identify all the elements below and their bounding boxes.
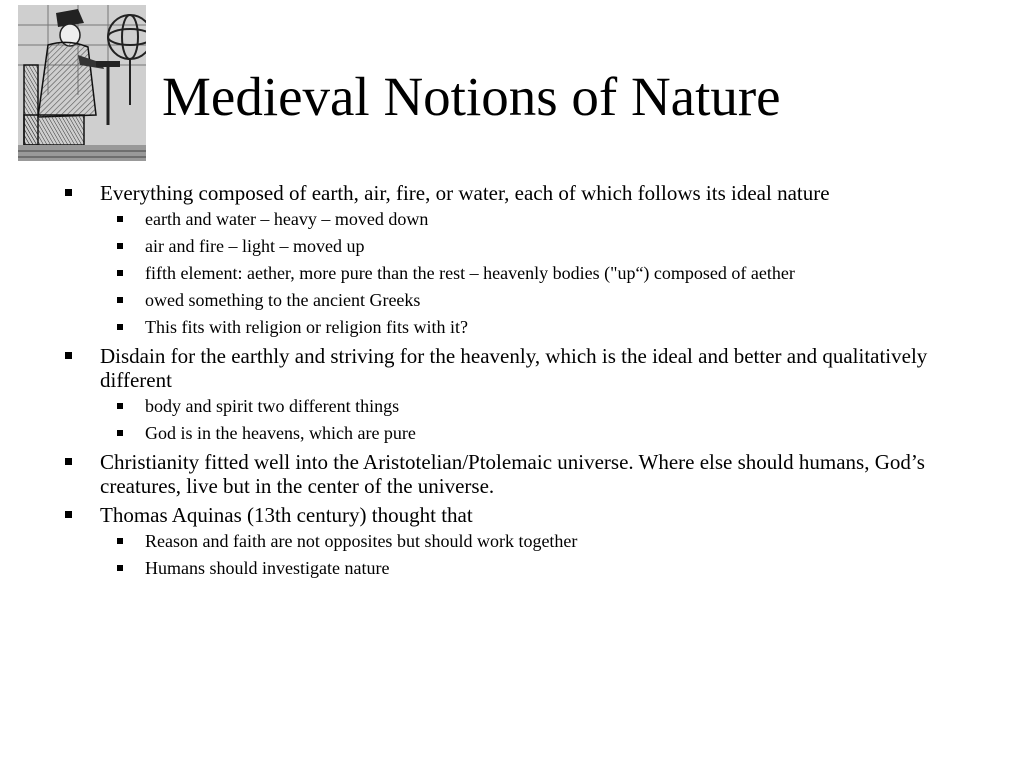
bullet-item [60, 181, 960, 338]
square-bullet-icon [117, 565, 123, 571]
sub-bullet-item [100, 423, 915, 444]
sub-bullet-list [100, 209, 960, 338]
square-bullet-icon [65, 511, 72, 518]
bullet-item [60, 450, 960, 498]
square-bullet-icon [65, 189, 72, 196]
sub-bullet-list [100, 531, 960, 579]
sub-bullet-item [100, 531, 915, 552]
sub-bullet-item [100, 396, 915, 417]
sub-bullet-item [100, 236, 915, 257]
square-bullet-icon [117, 324, 123, 330]
square-bullet-icon [117, 270, 123, 276]
slide-body [60, 181, 960, 585]
bullet-item [60, 503, 960, 579]
sub-bullet-list [100, 396, 960, 444]
bullet-list [60, 181, 960, 579]
sub-bullet-item [100, 558, 915, 579]
square-bullet-icon [117, 297, 123, 303]
square-bullet-icon [117, 216, 123, 222]
sub-bullet-text: Reason and faith are not opposites but should work together [145, 531, 578, 551]
square-bullet-icon [117, 538, 123, 544]
sub-bullet-item [100, 263, 915, 284]
bullet-text: Disdain for the earthly and striving for the heavenly, which is the ideal and better and qualitatively different [100, 344, 928, 392]
square-bullet-icon [117, 403, 123, 409]
slide-title: Medieval Notions of Nature [162, 66, 781, 127]
sub-bullet-text: body and spirit two different things [145, 396, 400, 416]
bullet-text: Everything composed of earth, air, fire, or water, each of which follows its ideal nature [100, 181, 830, 205]
sub-bullet-text: fifth element: aether, more pure than the rest – heavenly bodies ("up“) composed of aether [145, 263, 795, 283]
square-bullet-icon [65, 352, 72, 359]
sub-bullet-text: Humans should investigate nature [145, 558, 390, 578]
sub-bullet-text: air and fire – light – moved up [145, 236, 365, 256]
bullet-item [60, 344, 960, 444]
sub-bullet-item [100, 317, 915, 338]
square-bullet-icon [117, 243, 123, 249]
sub-bullet-text: owed something to the ancient Greeks [145, 290, 421, 310]
sub-bullet-item [100, 290, 915, 311]
medieval-scholar-woodcut-icon [18, 5, 146, 161]
square-bullet-icon [117, 430, 123, 436]
bullet-text: Christianity fitted well into the Aristotelian/Ptolemaic universe. Where else should humans, God’s creatures, live but in the center of the universe. [100, 450, 925, 498]
sub-bullet-text: This fits with religion or religion fits with it? [145, 317, 468, 337]
square-bullet-icon [65, 458, 72, 465]
sub-bullet-item [100, 209, 915, 230]
sub-bullet-text: earth and water – heavy – moved down [145, 209, 429, 229]
bullet-text: Thomas Aquinas (13th century) thought that [100, 503, 473, 527]
sub-bullet-text: God is in the heavens, which are pure [145, 423, 416, 443]
